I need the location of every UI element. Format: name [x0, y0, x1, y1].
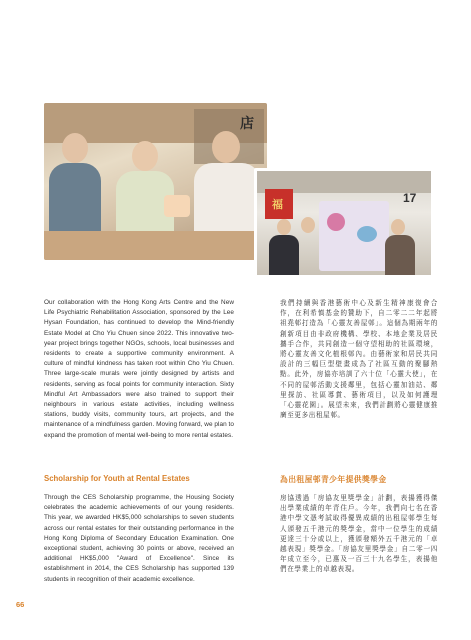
photo-craft-activity	[44, 103, 267, 260]
person-body	[385, 235, 415, 275]
photo-door-number: 17	[403, 191, 417, 205]
craft-item	[164, 195, 190, 217]
person-body	[269, 235, 299, 275]
page-number: 66	[16, 600, 25, 609]
chinese-heading-scholarship: 為出租屋邨青少年提供獎學金	[280, 475, 387, 484]
photo-table	[44, 231, 267, 260]
photo-fu-sign: 福	[272, 199, 283, 211]
person-head	[62, 133, 88, 163]
person-head	[132, 141, 158, 171]
chinese-paragraph-mindful-estate	[280, 298, 438, 420]
english-para2: Through the CES Scholarship programme, the Housing Society celebrates the academic achievements of our young residents. This year, we awarded HK$5,000 scholarships to seven students across our rental estates for their outstanding performance in the Hong Kong Diploma of Secondary Education Examination. One exceptional student, achieving 30 points or above, received an additional HK$5,000 "Award of Excellence". Since its establishment in 2014, the CES Scholarship has supported 139 students in recognition of their academic excellence.	[44, 494, 234, 583]
person-body	[49, 163, 101, 233]
chinese-para1: 我們持續與香港藝術中心及新生精神康復會合作，在利希慎基金的贊助下，自二零二二年起將祖堯邨打造為「心靈友善屋邨」。這個為期兩年的創新項目由非政府機構、學校、本地企業及居民攜手合作，共同創造一個守望相助的社區環境，將心靈友善文化植根邨內。由藝術家和居民共同設計的三幅巨型壁畫成為了社區互動的聚腳熱點。此外，房協亦培訓了六十位「心靈大使」，在不同的屋邨活動支援鄰里，包括心靈加油站、鄰里探訪、社區導賞、藝術項目，以及如何護理「心靈花園」。展望未來，我們計劃將心靈健康推廣至更多出租屋邨。	[280, 299, 438, 420]
person-head	[301, 217, 315, 233]
chinese-paragraph-scholarship	[280, 493, 438, 575]
banner-flower	[357, 226, 377, 242]
photo-painted-banner	[319, 201, 389, 271]
person-head	[391, 219, 405, 235]
person-head	[212, 131, 240, 163]
photo-shop-sign: 店	[240, 115, 254, 131]
english-para1: Our collaboration with the Hong Kong Arts Centre and the New Life Psychiatric Rehabilitation Association, sponsored by the Lee Hysan Foundation, has continued to develop the Mind-friendly Estate Model at Cho Yiu Chuen since 2022. This innovative two-year project brings together NGOs, schools, local businesses and residents to create a supportive community environment. A culture of mindful kindness has taken root within Cho Yiu Chuen. Three large-scale murals were jointly designed by artists and residents, serving as focal points for community interaction. Sixty Mindful Art Ambassadors were also trained to support their neighbours in various estate activities, including wellness stations, buddy visits, community tours, art projects, and the maintenance of a mindfulness garden. Moving forward, we plan to expand the promotion of mental well-being to more rental estates.	[44, 299, 234, 439]
english-heading-scholarship: Scholarship for Youth at Rental Estates	[44, 474, 190, 483]
english-paragraph-mindful-estate	[44, 298, 234, 441]
person-head	[277, 219, 291, 235]
chinese-para2: 房協透過「房協友里獎學金」計劃，表揚獲得傑出學業成績的年青住戶。今年，我們向七名在香港中學文憑考試取得優異成績的出租屋邨學生每人頒發五千港元的獎學金，當中一位學生的成績更達三十分或以上，獲頒發額外五千港元的「卓越表現」獎學金。「房協友里獎學金」自二零一四年成立至今，已惠及一百三十九名學生，表揚他們在學業上的卓越表現。	[280, 494, 438, 574]
photo-residents-banner	[254, 168, 434, 278]
banner-flower	[327, 213, 345, 231]
english-paragraph-scholarship	[44, 493, 234, 585]
